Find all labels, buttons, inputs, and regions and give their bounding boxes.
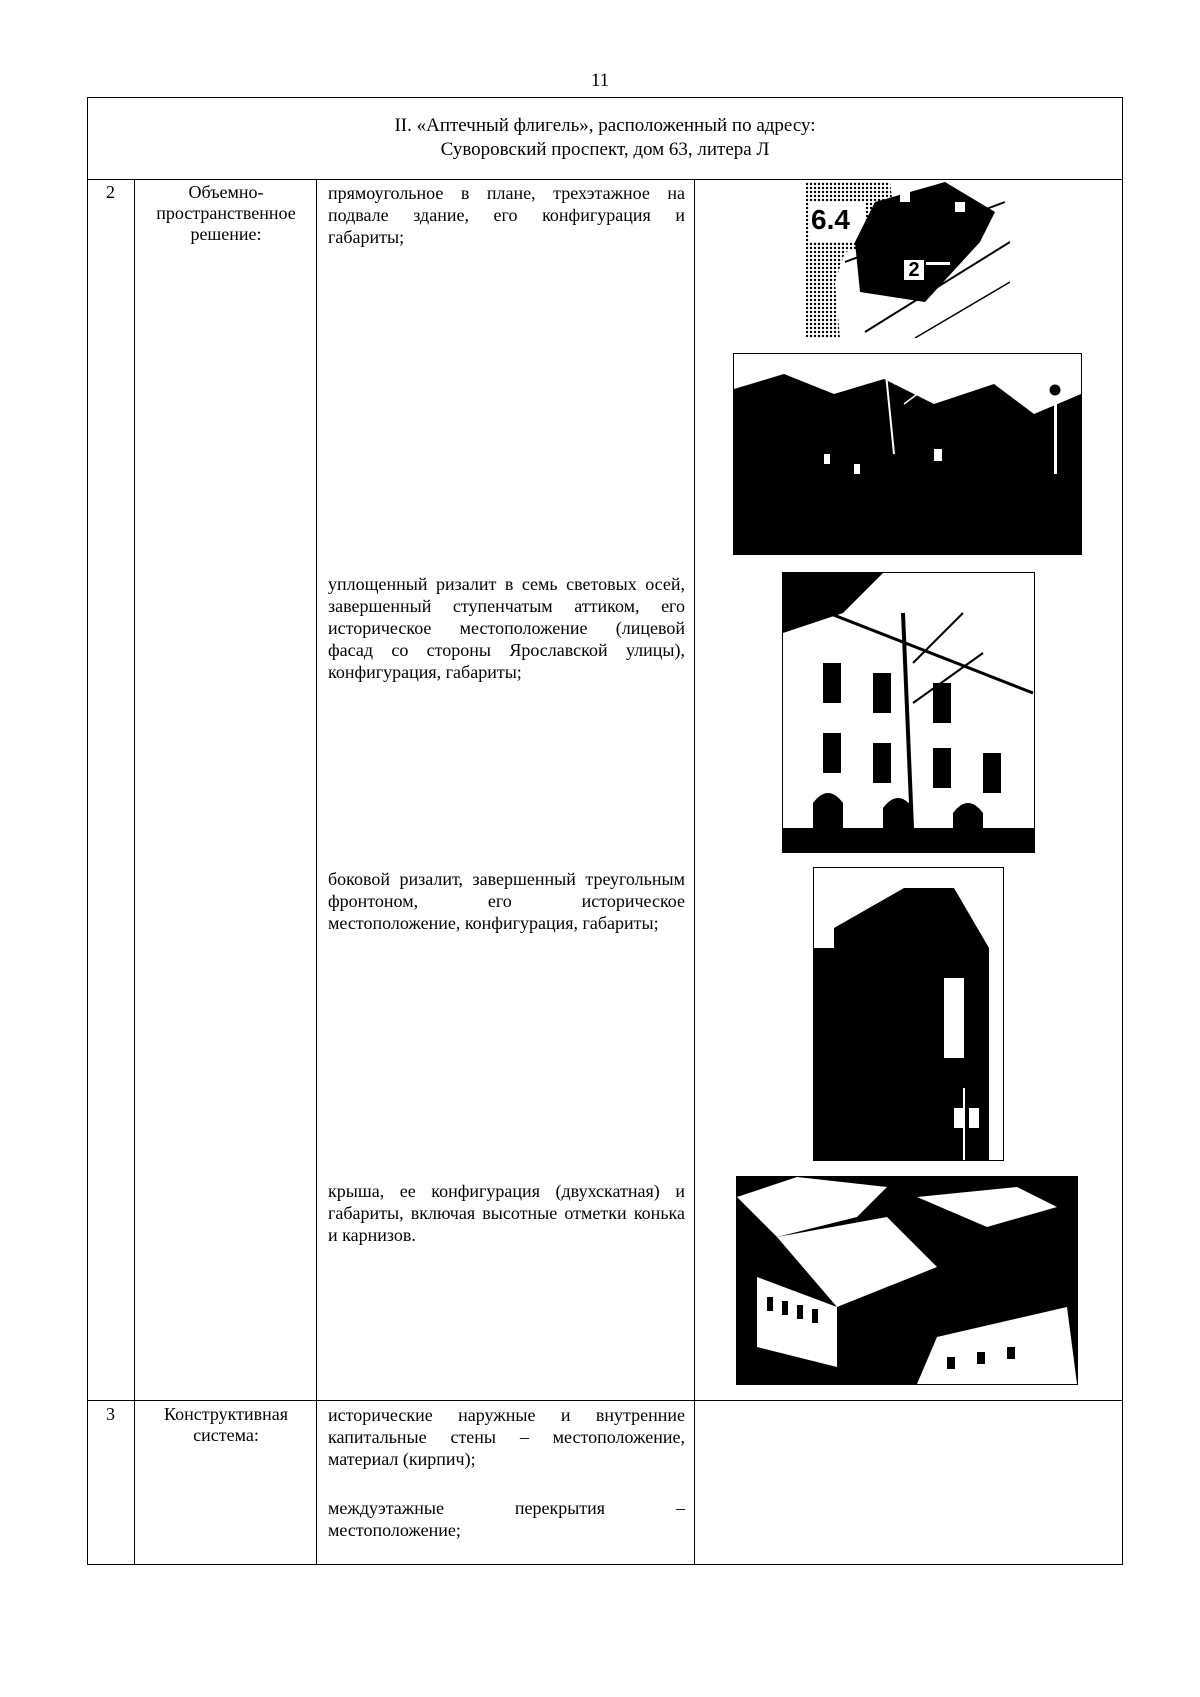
section-title-line2: Суворовский проспект, дом 63, литера Л	[440, 139, 770, 160]
row-divider	[87, 1400, 1123, 1401]
feature-item: прямоугольное в плане, трехэтажное на подвале здание, его конфигурация и габариты;	[328, 183, 685, 247]
map-building-label: 2	[902, 258, 926, 282]
facade-risalit-photo	[782, 572, 1035, 853]
section-title-line1: II. «Аптечный флигель», расположенный по адресу:	[394, 115, 816, 136]
header-divider	[87, 179, 1123, 180]
feature-item: крыша, ее конфигурация (двухскатная) и габариты, включая высотные отметки конька и карнизов.	[328, 1181, 685, 1245]
street-view-photo	[733, 353, 1082, 555]
map-plot-label: 6.4	[811, 204, 850, 235]
row-label-text: Конструктивная система:	[164, 1404, 288, 1445]
aerial-roof-photo	[736, 1176, 1078, 1385]
column-divider	[694, 179, 695, 1565]
feature-item: исторические наружные и внутренние капитальные стены – местоположение, материал (кирпич);	[328, 1405, 685, 1469]
side-risalit-photo	[813, 867, 1004, 1161]
feature-item: боковой ризалит, завершенный треугольным фронтоном, его историческое местоположение, конфигурация, габариты;	[328, 869, 685, 933]
row-number: 2	[106, 182, 115, 202]
feature-item: междуэтажные перекрытия – местоположение;	[328, 1498, 685, 1540]
page-number: 11	[590, 70, 610, 91]
site-plan-map	[805, 182, 1010, 338]
column-divider	[316, 179, 317, 1565]
row-label	[140, 182, 312, 245]
feature-item: уплощенный ризалит в семь световых осей, завершенный ступенчатым аттиком, его историческое местоположение (лицевой фасад со стороны Ярославской улицы), конфигурация, габариты;	[328, 574, 685, 682]
row-label-text: Объемно-пространственное решение:	[156, 182, 296, 244]
row-label	[140, 1404, 312, 1446]
section-title	[87, 114, 1123, 162]
row-number: 3	[106, 1404, 115, 1424]
column-divider	[134, 179, 135, 1565]
